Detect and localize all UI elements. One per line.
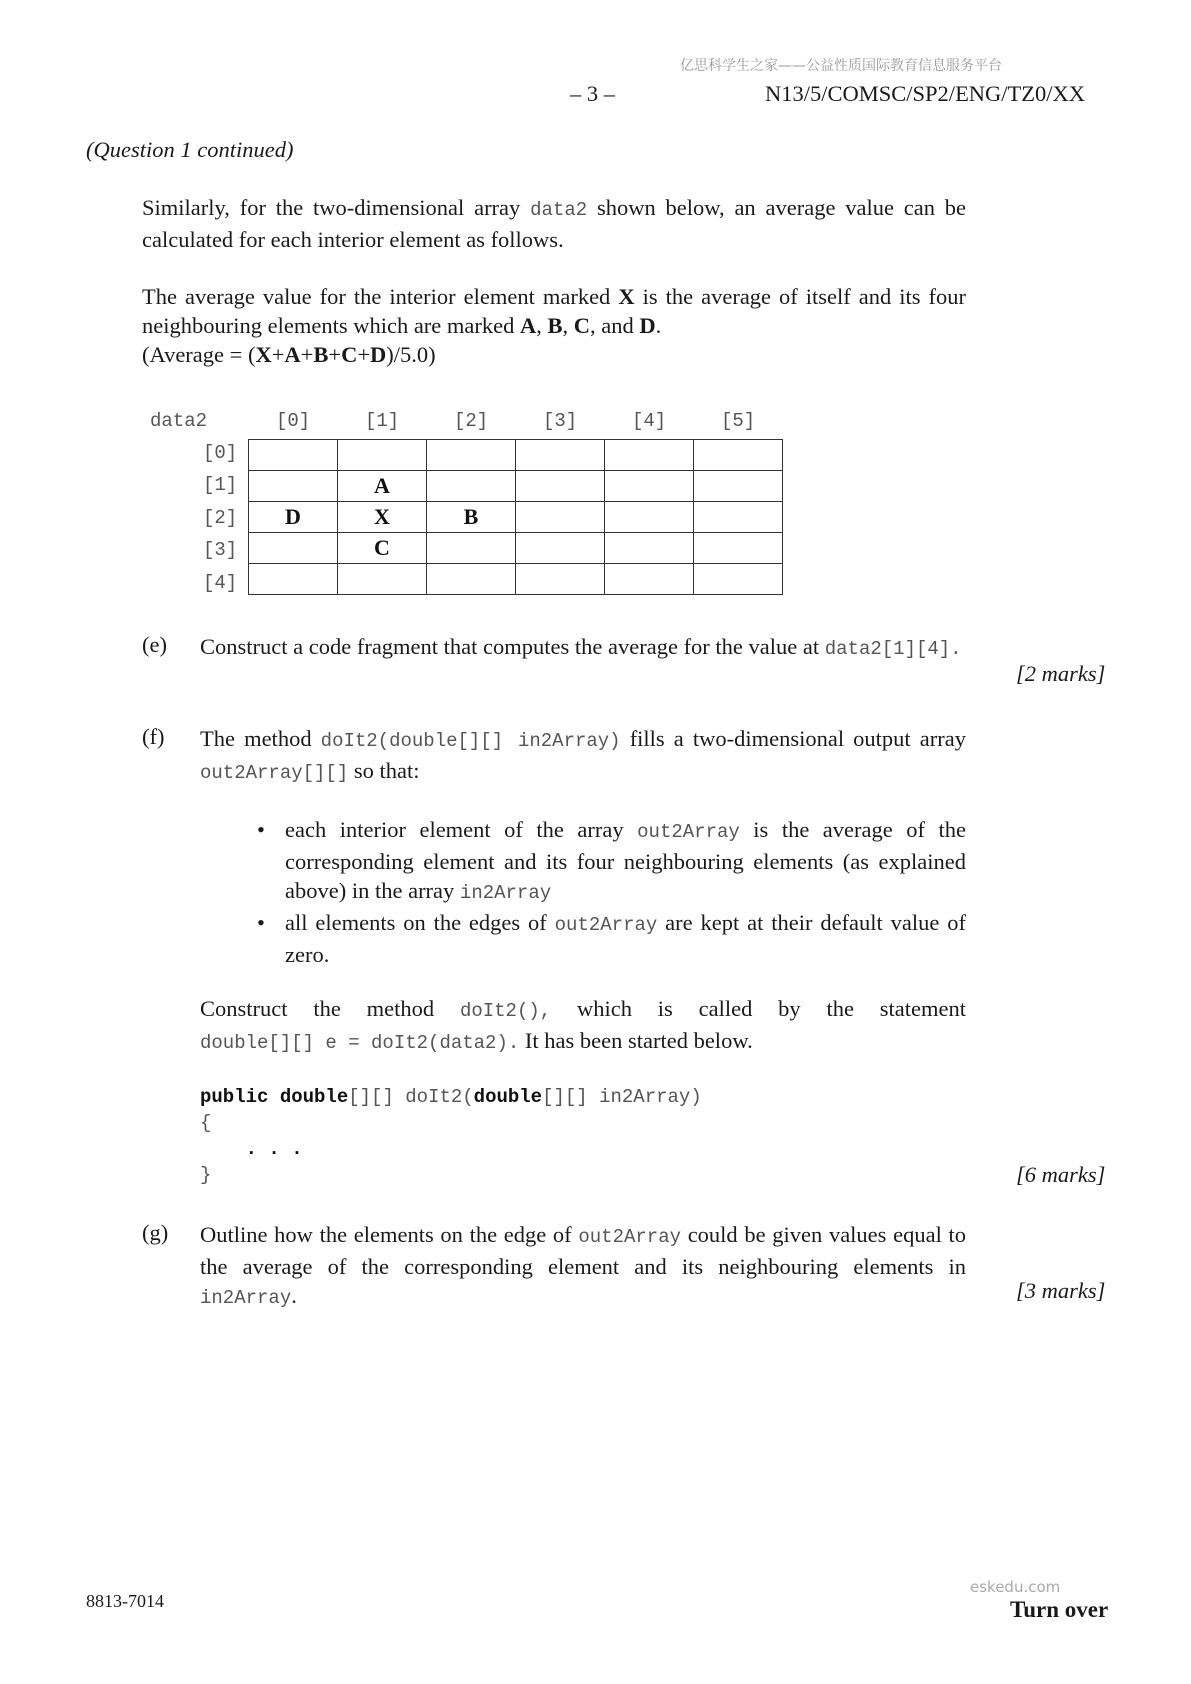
grid-cell	[605, 471, 694, 502]
grid-cell	[249, 440, 338, 471]
part-e-code: data2[1][4].	[824, 638, 962, 660]
grid-cell	[605, 440, 694, 471]
grid-row-label: [4]	[203, 572, 238, 594]
part-g-label: (g)	[142, 1220, 169, 1245]
part-g-text: Outline how the elements on the edge of out2Array could be given values equal to the average of the corresponding element and its neighbouring elements in in2Array.	[200, 1222, 967, 1309]
part-g-marks: [3 marks]	[1016, 1278, 1106, 1303]
part-e-marks: [2 marks]	[1016, 661, 1106, 686]
intro-text: Similarly, for the two-dimensional array	[142, 195, 521, 220]
bullet-icon: •	[257, 910, 265, 935]
grid-cell	[427, 471, 516, 502]
grid-row	[249, 564, 783, 595]
grid-col-label: [2]	[454, 410, 489, 432]
grid-cell	[605, 533, 694, 564]
grid-col-label: [0]	[276, 410, 311, 432]
turn-over: Turn over	[1010, 1597, 1109, 1622]
grid-row	[249, 471, 783, 502]
grid-cell: X	[338, 502, 427, 533]
page-number: – 3 –	[570, 81, 615, 106]
grid-cell	[249, 564, 338, 595]
code-keyword: double	[279, 1086, 349, 1108]
grid-cell	[694, 471, 783, 502]
grid-row	[249, 502, 783, 533]
average-formula: (Average = (X+A+B+C+D)/5.0)	[142, 342, 436, 367]
code-ellipsis: . . .	[245, 1138, 303, 1160]
grid-cell: D	[249, 502, 338, 533]
grid-cell	[338, 564, 427, 595]
continued-heading: (Question 1 continued)	[86, 137, 294, 162]
grid-cell	[605, 502, 694, 533]
intro-text: and	[601, 313, 634, 338]
method-signature-code: doIt2(double[][] in2Array)	[320, 730, 621, 752]
code-close-brace: }	[200, 1164, 212, 1186]
part-f-intro: The method doIt2(double[][] in2Array) fills a two-dimensional output array out2Array[][] so that:	[200, 726, 966, 784]
grid-cell: B	[427, 502, 516, 533]
letter-b: B	[547, 313, 563, 338]
grid-cell	[694, 533, 783, 564]
grid-col-label: [1]	[365, 410, 400, 432]
grid-cell: A	[338, 471, 427, 502]
grid-cell	[249, 533, 338, 564]
grid-cell	[427, 440, 516, 471]
grid-cell	[694, 502, 783, 533]
intro-paragraph-2: The average value for the interior element marked X is the average of itself and its four neighbouring elements which are marked A, B, C, and D. (Average = (X+A+B+C+D)/5.0)	[142, 284, 967, 367]
header-watermark: 亿思科学生之家——公益性质国际教育信息服务平台	[680, 58, 1002, 74]
grid-cell	[516, 533, 605, 564]
grid-cell	[249, 471, 338, 502]
grid-cell	[427, 564, 516, 595]
letter-a: A	[520, 313, 537, 338]
grid-row-label: [0]	[203, 442, 238, 464]
paper-code: 8813-7014	[86, 1591, 164, 1611]
grid-cell	[516, 502, 605, 533]
bullet-icon: •	[257, 817, 265, 842]
grid-row	[249, 533, 783, 564]
grid-col-label: [3]	[543, 410, 578, 432]
grid-cell: C	[338, 533, 427, 564]
array-grid	[248, 439, 783, 595]
grid-cell	[694, 440, 783, 471]
grid-row-label: [1]	[203, 474, 238, 496]
grid-col-label: [5]	[721, 410, 756, 432]
bullet-item: • each interior element of the array out2Array is the average of the corresponding element and its four neighbouring elements (as explained above) in the array in2Array	[257, 817, 967, 904]
part-f-marks: [6 marks]	[1016, 1162, 1106, 1187]
letter-d: D	[639, 313, 656, 338]
code-keyword: public	[200, 1086, 269, 1108]
part-f-construct: Construct the method doIt2(), which is called by the statement double[][] e = doIt2(data2). It has been started below.	[200, 996, 967, 1054]
code-keyword: double	[473, 1086, 543, 1108]
intro-text: is the average of itself and its four neighbouring elements which are marked	[142, 284, 967, 338]
grid-cell	[427, 533, 516, 564]
part-e-question: Construct a code fragment that computes the average for the value at	[200, 634, 820, 659]
intro-text: The average value for the interior element marked	[142, 284, 611, 309]
grid-row-label: [2]	[203, 507, 238, 529]
grid-cell	[516, 440, 605, 471]
intro-text: shown below, an average value can be calculated for each interior element as follows.	[142, 195, 967, 252]
part-e-text	[200, 632, 966, 664]
site-watermark: eskedu.com	[970, 1578, 1061, 1596]
array-name-code: data2	[530, 199, 588, 221]
part-e-label: (e)	[142, 632, 167, 657]
grid-row	[249, 440, 783, 471]
grid-array-name: data2	[150, 410, 208, 432]
grid-row-label: [3]	[203, 539, 238, 561]
letter-c: C	[573, 313, 591, 338]
intro-paragraph-1	[142, 193, 966, 254]
grid-cell	[338, 440, 427, 471]
grid-cell	[605, 564, 694, 595]
output-array-code: out2Array[][]	[200, 762, 349, 784]
part-f-bullets	[257, 815, 967, 969]
code-open-brace: {	[200, 1112, 212, 1134]
grid-cell	[516, 564, 605, 595]
grid-col-label: [4]	[632, 410, 667, 432]
part-f-label: (f)	[142, 724, 165, 749]
bullet-item: • all elements on the edges of out2Array are kept at their default value of zero.	[257, 910, 967, 967]
grid-cell	[694, 564, 783, 595]
code-block: public double[][] doIt2(double[][] in2Array) { . . . }	[200, 1086, 702, 1186]
grid-cell	[516, 471, 605, 502]
exam-code: N13/5/COMSC/SP2/ENG/TZ0/XX	[765, 81, 1086, 106]
letter-x: X	[618, 284, 635, 309]
